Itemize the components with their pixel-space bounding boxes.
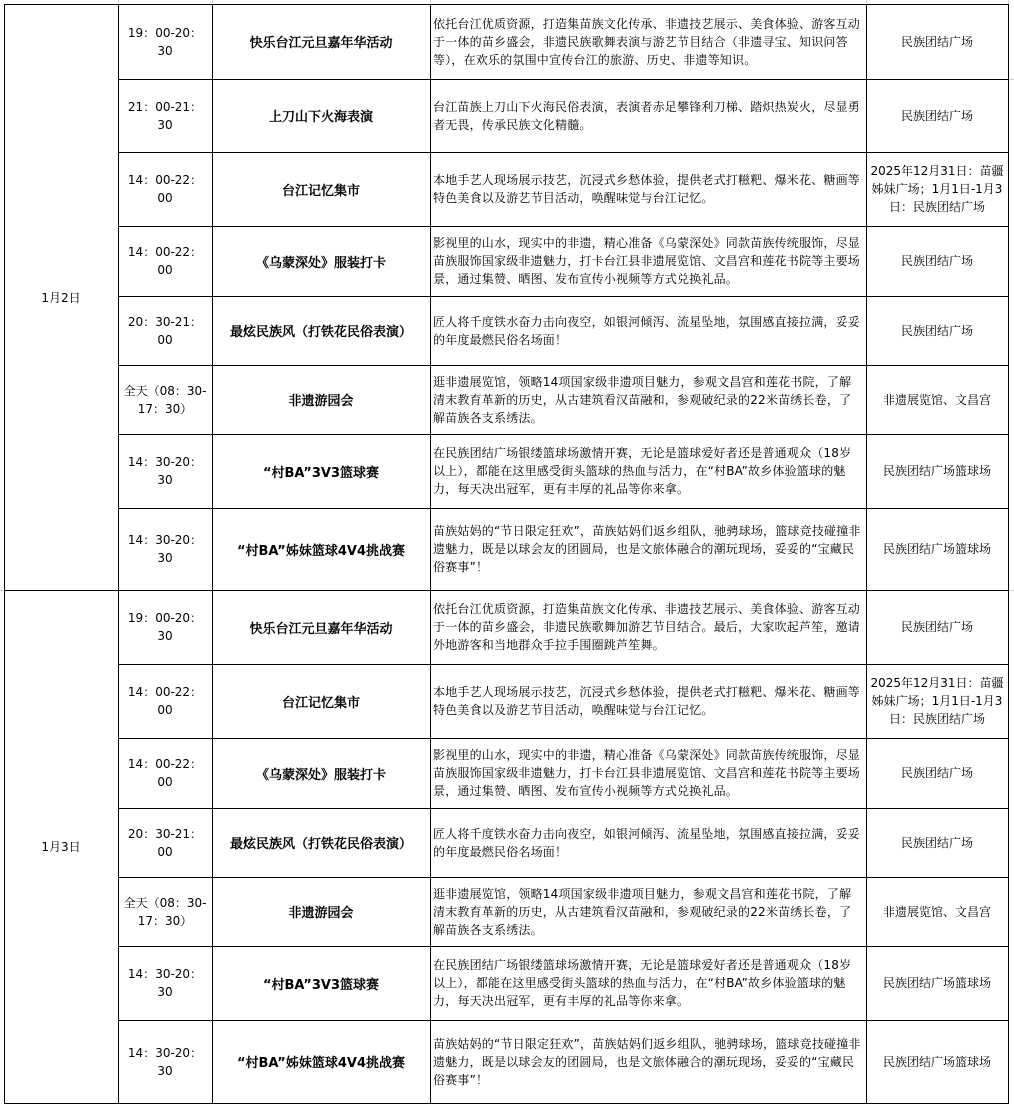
description-cell-text: 影视里的山水，现实中的非遗，精心准备《乌蒙深处》同款苗族传统服饰，尽显苗族服饰国家级非遗魅力，打卡台江县非遗展览馆、文昌宫和莲花书院等主要场景，通过集赞、晒图、发布宣传小视频等方式兑换礼品。 (433, 236, 861, 286)
time-cell (118, 946, 212, 1020)
time-cell (118, 808, 212, 877)
location-cell (866, 79, 1008, 152)
time-cell-text: 21：00-21：30 (127, 99, 203, 132)
column-divider (430, 590, 431, 1104)
column-divider (212, 590, 213, 1104)
description-cell-text: 本地手艺人现场展示技艺，沉浸式乡愁体验，提供老式打糍粑、爆米花、糖画等特色美食以及游艺节目活动，唤醒味觉与台江记忆。 (433, 173, 861, 205)
time-cell-text: 14：00-22：00 (127, 245, 203, 277)
date-cell-text: 1月3日 (41, 840, 81, 854)
event-name-cell (212, 226, 430, 296)
event-name-cell-text: 台江记忆集市 (281, 695, 360, 711)
location-cell (866, 738, 1008, 808)
column-divider (866, 590, 867, 1104)
time-cell-text: 20：30-21：00 (127, 826, 203, 859)
location-cell-text: 民族团结广场 (900, 766, 973, 780)
time-cell (118, 79, 212, 152)
time-cell-text: 19：00-20：30 (127, 25, 203, 58)
time-cell (118, 508, 212, 590)
time-cell (118, 664, 212, 738)
event-name-cell (212, 664, 430, 738)
location-cell (866, 590, 1008, 664)
description-cell (430, 590, 866, 664)
event-name-cell-text: 最炫民族风（打铁花民俗表演） (229, 837, 412, 852)
date-cell-text: 1月2日 (41, 290, 81, 305)
description-cell (430, 365, 866, 434)
time-cell-text: 19：00-20：30 (127, 611, 203, 643)
location-cell-text: 民族团结广场篮球场 (882, 542, 991, 556)
location-cell (866, 296, 1008, 365)
location-cell (866, 877, 1008, 946)
time-cell (118, 365, 212, 434)
row-divider (118, 434, 1008, 435)
location-cell-text: 非遗展览馆、文昌宫 (882, 392, 991, 407)
description-cell (430, 152, 866, 226)
location-cell (866, 808, 1008, 877)
time-cell (118, 1020, 212, 1103)
description-cell (430, 808, 866, 877)
row-divider (4, 1103, 1008, 1104)
description-cell (430, 664, 866, 738)
event-name-cell (212, 365, 430, 434)
location-cell-text: 民族团结广场 (900, 323, 973, 338)
time-cell-text: 14：30-20：30 (127, 533, 203, 565)
event-name-cell (212, 946, 430, 1020)
event-name-cell (212, 590, 430, 664)
time-cell (118, 877, 212, 946)
description-cell-text: 依托台江优质资源，打造集苗族文化传承、非遗技艺展示、美食体验、游客互动于一体的苗乡盛会，非遗民族歌舞加游艺节目结合。最后，大家吹起芦笙，邀请外地游客和当地群众手拉手围圈跳芦笙舞。 (433, 602, 861, 652)
column-divider (4, 4, 5, 591)
event-name-cell-text: 《乌蒙深处》服装打卡 (255, 767, 386, 783)
row-divider (118, 365, 1008, 366)
location-cell (866, 365, 1008, 434)
event-name-cell-text: 非遗游园会 (288, 906, 354, 921)
location-cell-text: 民族团结广场 (900, 835, 973, 850)
description-cell (430, 79, 866, 152)
row-divider (118, 226, 1008, 227)
description-cell-text: 匠人将千度铁水奋力击向夜空，如银河倾泻、流星坠地，氛围感直接拉满，妥妥的年度最燃民俗名场面！ (433, 826, 861, 859)
description-cell (430, 738, 866, 808)
location-cell-text: 民族团结广场 (900, 620, 973, 634)
description-cell (430, 1020, 866, 1103)
location-cell (866, 664, 1008, 738)
location-cell (866, 152, 1008, 226)
description-cell-text: 逛非遗展览馆，领略14项国家级非遗项目魅力，参观文昌宫和莲花书院，了解清末教育革新的历史，从古建筑看汉苗融和，参观破纪录的22米苗绣长卷，了解苗族各支系绣法。 (433, 374, 852, 425)
event-name-cell (212, 4, 430, 79)
description-cell (430, 296, 866, 365)
column-divider (430, 4, 431, 591)
time-cell-text: 14：00-22：00 (127, 757, 203, 789)
event-name-cell-text: 最炫民族风（打铁花民俗表演） (229, 325, 412, 340)
description-cell-text: 在民族团结广场银缕篮球场激情开赛，无论是篮球爱好者还是普通观众（18岁以上），都能在这里感受街头篮球的热血与活力，在“村BA”故乡体验篮球的魅力，每天决出冠军，更有丰厚的礼品等你来拿。 (433, 446, 852, 496)
row-divider (4, 590, 1008, 591)
location-cell (866, 946, 1008, 1020)
event-name-cell-text: 上刀山下火海表演 (268, 110, 373, 125)
column-divider (1008, 4, 1009, 591)
time-cell (118, 738, 212, 808)
location-cell (866, 4, 1008, 79)
location-cell-text: 民族团结广场篮球场 (882, 464, 991, 478)
time-cell-text: 14：30-20：30 (127, 1045, 203, 1078)
event-name-cell (212, 877, 430, 946)
time-cell (118, 4, 212, 79)
column-divider (118, 590, 119, 1104)
location-cell-text: 2025年12月31日：苗疆姊妹广场；1月1日-1月3日：民族团结广场 (870, 164, 1004, 214)
description-cell (430, 434, 866, 508)
event-name-cell (212, 508, 430, 590)
description-cell-text: 在民族团结广场银缕篮球场激情开赛，无论是篮球爱好者还是普通观众（18岁以上），都能在这里感受街头篮球的热血与活力，在“村BA”故乡体验篮球的魅力，每天决出冠军，更有丰厚的礼品等你来拿。 (433, 958, 852, 1008)
location-cell (866, 508, 1008, 590)
event-name-cell-text: “村BA”姊妹篮球4V4挑战赛 (236, 543, 406, 559)
event-name-cell-text: “村BA”姊妹篮球4V4挑战赛 (236, 1056, 406, 1071)
description-cell-text: 本地手艺人现场展示技艺，沉浸式乡愁体验，提供老式打糍粑、爆米花、糖画等特色美食以及游艺节目活动，唤醒味觉与台江记忆。 (433, 685, 861, 717)
event-name-cell (212, 296, 430, 365)
description-cell (430, 4, 866, 79)
column-divider (1008, 590, 1009, 1104)
time-cell (118, 152, 212, 226)
time-cell-text: 20：30-21：00 (127, 314, 203, 347)
row-divider (118, 946, 1008, 947)
column-divider (212, 4, 213, 591)
description-cell-text: 苗族姑妈的“节日限定狂欢”，苗族姑妈们返乡组队，驰骋球场，篮球竞技碰撞非遗魅力，既是以球会友的团圆局，也是文旅体融合的潮玩现场，妥妥的“宝藏民俗赛事”！ (433, 524, 861, 574)
event-name-cell (212, 738, 430, 808)
location-cell-text: 民族团结广场 (900, 34, 973, 49)
column-divider (118, 4, 119, 591)
description-cell (430, 226, 866, 296)
time-cell-text: 14：30-20：30 (127, 455, 203, 487)
event-name-cell-text: 台江记忆集市 (281, 183, 360, 199)
description-cell (430, 877, 866, 946)
date-cell (4, 4, 118, 590)
column-divider (4, 590, 5, 1104)
location-cell (866, 226, 1008, 296)
location-cell-text: 2025年12月31日：苗疆姊妹广场；1月1日-1月3日：民族团结广场 (870, 676, 1004, 726)
time-cell-text: 14：00-22：00 (127, 685, 203, 717)
location-cell (866, 1020, 1008, 1103)
row-divider (118, 79, 1008, 80)
location-cell-text: 非遗展览馆、文昌宫 (882, 904, 991, 919)
date-cell (4, 590, 118, 1103)
row-divider (118, 664, 1008, 665)
event-name-cell (212, 1020, 430, 1103)
event-name-cell (212, 808, 430, 877)
row-divider (118, 738, 1008, 739)
location-cell-text: 民族团结广场篮球场 (882, 976, 991, 990)
event-name-cell (212, 152, 430, 226)
time-cell (118, 226, 212, 296)
description-cell-text: 逛非遗展览馆，领略14项国家级非遗项目魅力，参观文昌宫和莲花书院，了解清末教育革新的历史，从古建筑看汉苗融和，参观破纪录的22米苗绣长卷，了解苗族各支系绣法。 (433, 886, 852, 937)
description-cell-text: 台江苗族上刀山下火海民俗表演，表演者赤足攀锋利刀梯、踏炽热炭火，尽显勇者无畏，传承民族文化精髓。 (433, 99, 861, 132)
row-divider (118, 877, 1008, 878)
description-cell (430, 508, 866, 590)
time-cell (118, 590, 212, 664)
time-cell-text: 14：00-22：00 (127, 173, 203, 205)
description-cell-text: 影视里的山水，现实中的非遗，精心准备《乌蒙深处》同款苗族传统服饰，尽显苗族服饰国家级非遗魅力，打卡台江县非遗展览馆、文昌宫和莲花书院等主要场景，通过集赞、晒图、发布宣传小视频等方式兑换礼品。 (433, 748, 861, 798)
column-divider (866, 4, 867, 591)
description-cell-text: 苗族姑妈的“节日限定狂欢”，苗族姑妈们返乡组队，驰骋球场，篮球竞技碰撞非遗魅力，既是以球会友的团圆局，也是文旅体融合的潮玩现场，妥妥的“宝藏民俗赛事”！ (433, 1036, 861, 1087)
event-name-cell-text: “村BA”3V3篮球赛 (262, 977, 380, 993)
row-divider (118, 508, 1008, 509)
row-divider (118, 296, 1008, 297)
description-cell-text: 依托台江优质资源，打造集苗族文化传承、非遗技艺展示、美食体验、游客互动于一体的苗乡盛会，非遗民族歌舞表演与游艺节目结合（非遗寻宝、知识问答等），在欢乐的氛围中宣传台江的旅游、历史、非遗等知识。 (433, 16, 861, 67)
time-cell-text: 14：30-20：30 (127, 967, 203, 999)
row-divider (4, 4, 1008, 5)
event-name-cell-text: 非遗游园会 (288, 394, 354, 409)
description-cell (430, 946, 866, 1020)
time-cell (118, 296, 212, 365)
event-name-cell-text: 快乐台江元旦嘉年华活动 (249, 621, 393, 637)
location-cell-text: 民族团结广场 (900, 108, 973, 123)
location-cell (866, 434, 1008, 508)
event-name-cell-text: “村BA”3V3篮球赛 (262, 465, 380, 481)
time-cell (118, 434, 212, 508)
time-cell-text: 全天（08：30-17：30） (123, 383, 207, 416)
row-divider (118, 808, 1008, 809)
location-cell-text: 民族团结广场篮球场 (882, 1054, 991, 1069)
event-name-cell (212, 79, 430, 152)
time-cell-text: 全天（08：30-17：30） (123, 895, 207, 928)
row-divider (118, 152, 1008, 153)
row-divider (118, 1020, 1008, 1021)
location-cell-text: 民族团结广场 (900, 254, 973, 268)
event-name-cell (212, 434, 430, 508)
description-cell-text: 匠人将千度铁水奋力击向夜空，如银河倾泻、流星坠地，氛围感直接拉满，妥妥的年度最燃民俗名场面！ (433, 314, 861, 347)
event-name-cell-text: 《乌蒙深处》服装打卡 (255, 255, 386, 271)
event-name-cell-text: 快乐台江元旦嘉年华活动 (249, 36, 393, 51)
